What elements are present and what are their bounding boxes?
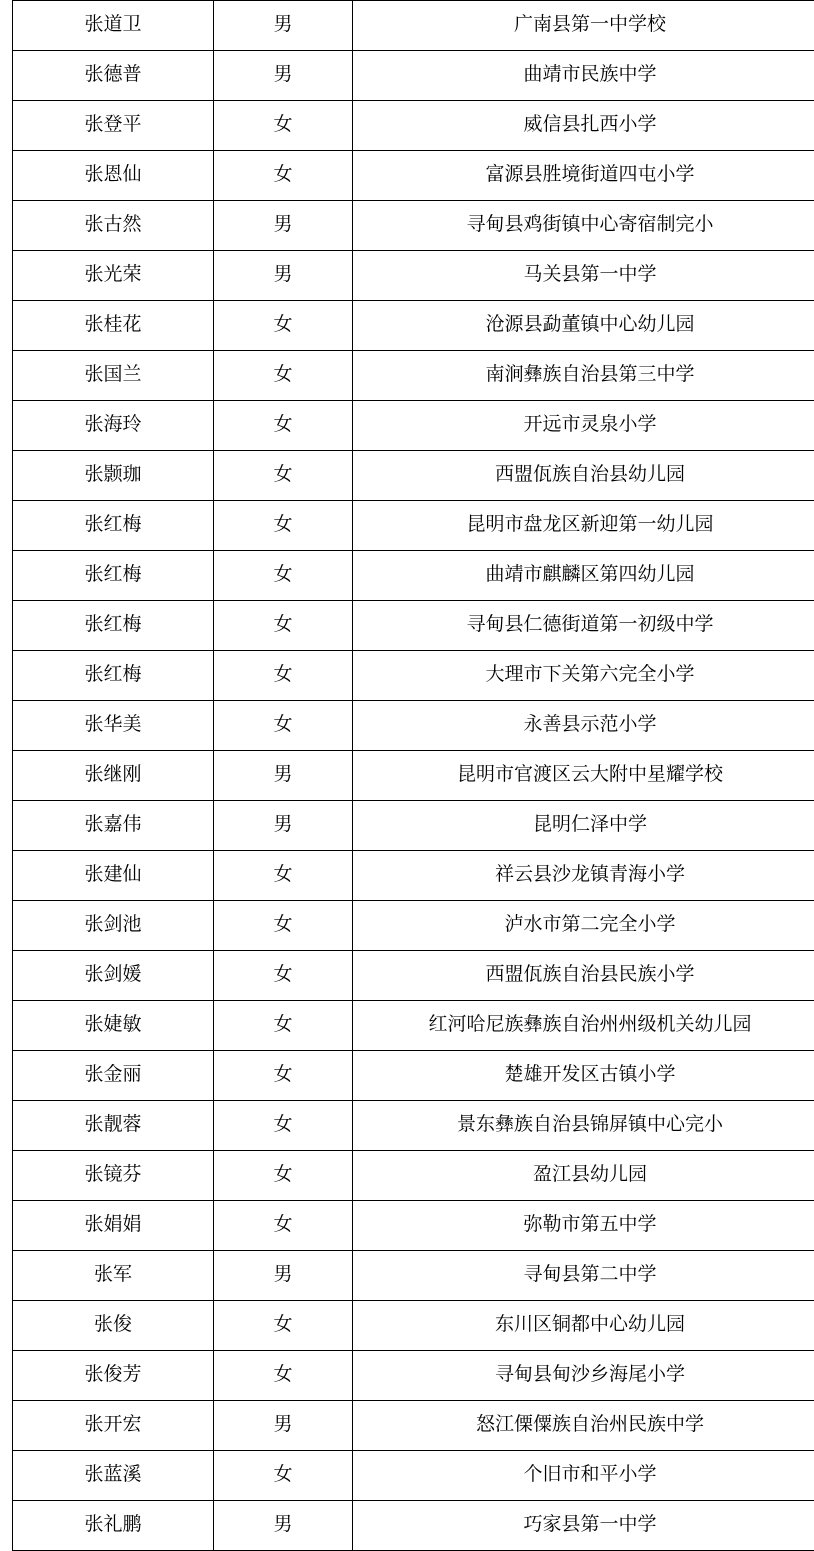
roster-table-body [13,1,814,1551]
table-row [13,601,814,651]
cell-name: 张继刚 [13,751,214,801]
cell-name: 张德普 [13,51,214,101]
cell-unit: 昆明市盘龙区新迎第一幼儿园 [353,501,814,551]
cell-name: 张镜芬 [13,1151,214,1201]
table-row [13,751,814,801]
cell-sex: 女 [214,451,353,501]
cell-sex: 女 [214,1051,353,1101]
cell-unit: 曲靖市麒麟区第四幼儿园 [353,551,814,601]
cell-name: 张婕敏 [13,1001,214,1051]
table-row [13,301,814,351]
cell-sex: 男 [214,1,353,51]
cell-name: 张红梅 [13,551,214,601]
cell-sex: 女 [214,1301,353,1351]
cell-sex: 女 [214,601,353,651]
table-row [13,1001,814,1051]
cell-sex: 女 [214,101,353,151]
cell-sex: 女 [214,901,353,951]
cell-unit: 盈江县幼儿园 [353,1151,814,1201]
table-row [13,1501,814,1551]
cell-unit: 祥云县沙龙镇青海小学 [353,851,814,901]
cell-unit: 西盟佤族自治县幼儿园 [353,451,814,501]
cell-name: 张开宏 [13,1401,214,1451]
table-row [13,251,814,301]
cell-sex: 男 [214,751,353,801]
table-row [13,1,814,51]
table-row [13,1051,814,1101]
cell-unit: 红河哈尼族彝族自治州州级机关幼儿园 [353,1001,814,1051]
cell-sex: 女 [214,351,353,401]
cell-sex: 女 [214,1101,353,1151]
cell-name: 张华美 [13,701,214,751]
cell-sex: 男 [214,51,353,101]
cell-unit: 广南县第一中学校 [353,1,814,51]
cell-name: 张嘉伟 [13,801,214,851]
table-row [13,651,814,701]
table-row [13,1451,814,1501]
cell-sex: 女 [214,501,353,551]
cell-unit: 富源县胜境街道四屯小学 [353,151,814,201]
cell-name: 张红梅 [13,601,214,651]
table-row [13,801,814,851]
cell-sex: 女 [214,851,353,901]
cell-unit: 楚雄开发区古镇小学 [353,1051,814,1101]
cell-unit: 马关县第一中学 [353,251,814,301]
cell-unit: 巧家县第一中学 [353,1501,814,1551]
cell-sex: 男 [214,1401,353,1451]
cell-unit: 弥勒市第五中学 [353,1201,814,1251]
cell-sex: 女 [214,151,353,201]
table-row [13,1351,814,1401]
cell-unit: 沧源县勐董镇中心幼儿园 [353,301,814,351]
cell-name: 张俊芳 [13,1351,214,1401]
table-row [13,1101,814,1151]
cell-unit: 泸水市第二完全小学 [353,901,814,951]
table-row [13,501,814,551]
table-row [13,1151,814,1201]
table-row [13,151,814,201]
cell-name: 张金丽 [13,1051,214,1101]
table-row [13,701,814,751]
table-row [13,351,814,401]
cell-unit: 昆明市官渡区云大附中星耀学校 [353,751,814,801]
cell-sex: 女 [214,551,353,601]
cell-sex: 女 [214,951,353,1001]
cell-unit: 寻甸县鸡街镇中心寄宿制完小 [353,201,814,251]
table-row [13,851,814,901]
cell-sex: 女 [214,1201,353,1251]
cell-sex: 女 [214,401,353,451]
cell-sex: 女 [214,1151,353,1201]
cell-name: 张红梅 [13,651,214,701]
cell-unit: 怒江傈僳族自治州民族中学 [353,1401,814,1451]
cell-unit: 昆明仁泽中学 [353,801,814,851]
cell-name: 张道卫 [13,1,214,51]
cell-name: 张光荣 [13,251,214,301]
table-row [13,1201,814,1251]
cell-name: 张海玲 [13,401,214,451]
cell-name: 张娟娟 [13,1201,214,1251]
cell-unit: 寻甸县仁德街道第一初级中学 [353,601,814,651]
table-row [13,1401,814,1451]
cell-unit: 寻甸县甸沙乡海尾小学 [353,1351,814,1401]
cell-name: 张建仙 [13,851,214,901]
cell-unit: 大理市下关第六完全小学 [353,651,814,701]
table-row [13,1301,814,1351]
cell-unit: 个旧市和平小学 [353,1451,814,1501]
cell-unit: 开远市灵泉小学 [353,401,814,451]
cell-sex: 男 [214,251,353,301]
cell-sex: 男 [214,1251,353,1301]
table-row [13,901,814,951]
cell-sex: 男 [214,201,353,251]
cell-name: 张登平 [13,101,214,151]
cell-unit: 威信县扎西小学 [353,101,814,151]
cell-name: 张蓝溪 [13,1451,214,1501]
cell-unit: 东川区铜都中心幼儿园 [353,1301,814,1351]
table-row [13,51,814,101]
cell-sex: 女 [214,301,353,351]
table-row [13,201,814,251]
table-row [13,401,814,451]
roster-table [12,0,814,1551]
cell-sex: 女 [214,1451,353,1501]
cell-name: 张俊 [13,1301,214,1351]
cell-unit: 寻甸县第二中学 [353,1251,814,1301]
cell-unit: 曲靖市民族中学 [353,51,814,101]
cell-name: 张军 [13,1251,214,1301]
cell-name: 张礼鹏 [13,1501,214,1551]
table-row [13,451,814,501]
cell-unit: 南涧彝族自治县第三中学 [353,351,814,401]
cell-unit: 西盟佤族自治县民族小学 [353,951,814,1001]
cell-name: 张桂花 [13,301,214,351]
cell-sex: 女 [214,1351,353,1401]
cell-sex: 男 [214,801,353,851]
cell-name: 张剑媛 [13,951,214,1001]
cell-name: 张靓蓉 [13,1101,214,1151]
cell-sex: 女 [214,1001,353,1051]
cell-sex: 女 [214,651,353,701]
cell-name: 张古然 [13,201,214,251]
cell-name: 张国兰 [13,351,214,401]
cell-unit: 景东彝族自治县锦屏镇中心完小 [353,1101,814,1151]
cell-name: 张红梅 [13,501,214,551]
table-row [13,951,814,1001]
table-row [13,101,814,151]
cell-name: 张恩仙 [13,151,214,201]
cell-sex: 男 [214,1501,353,1551]
table-row [13,551,814,601]
cell-name: 张颢珈 [13,451,214,501]
cell-name: 张剑池 [13,901,214,951]
cell-sex: 女 [214,701,353,751]
table-row [13,1251,814,1301]
cell-unit: 永善县示范小学 [353,701,814,751]
